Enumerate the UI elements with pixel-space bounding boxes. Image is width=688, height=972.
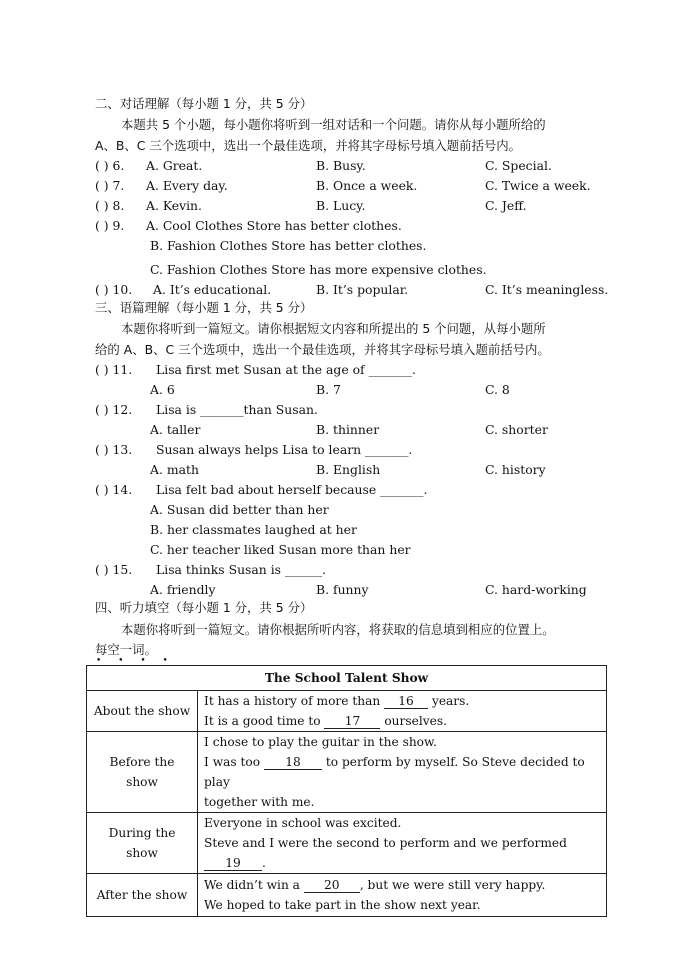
answer-bracket[interactable]: ( ) 7. [95,178,125,193]
text: It is a good time to [204,714,321,728]
blank-16[interactable]: 16 [384,695,428,709]
row-content [198,691,607,732]
option-c: C. history [485,462,546,477]
text: years. [431,694,470,708]
answer-bracket[interactable]: ( ) 15. [95,562,133,577]
emphasis-dots: • • • • [96,656,175,666]
question-stem: Lisa thinks Susan is ______. [156,562,327,577]
question-stem: Susan always helps Lisa to learn _______. [156,442,413,457]
table-row [87,874,607,917]
text: I chose to play the guitar in the show. [204,735,437,749]
option-a: A. Great. [146,158,203,173]
option-b: B. Lucy. [316,198,366,213]
text: It has a history of more than [204,694,381,708]
row-label: After the show [87,874,198,917]
option-c: C. Twice a week. [485,178,591,193]
text: We hoped to take part in the show next year. [204,898,481,912]
answer-bracket[interactable]: ( ) 6. [95,158,125,173]
text: . [262,856,266,870]
text: ourselves. [384,714,447,728]
option-b: B. her classmates laughed at her [150,522,357,537]
option-c: C. Special. [485,158,552,173]
option-b: B. It’s popular. [316,282,409,297]
option-c: C. shorter [485,422,548,437]
option-a: A. Every day. [146,178,228,193]
section3-instructions-line1: 本题你将听到一篇短文。请你根据短文内容和所提出的 5 个问题，从每小题所 [121,321,546,336]
table-row [87,813,607,874]
option-a: A. Susan did better than her [150,502,329,517]
option-a: A. math [150,462,199,477]
option-a: A. Kevin. [146,198,202,213]
blank-18[interactable]: 18 [264,756,322,770]
text: We didn’t win a [204,878,300,892]
option-b: B. funny [316,582,369,597]
option-a: A. 6 [150,382,175,397]
text: I was too [204,755,261,769]
blank-17[interactable]: 17 [324,715,380,729]
answer-bracket[interactable]: ( ) 10. [95,282,133,297]
section2-instructions-line1: 本题共 5 个小题，每小题你将听到一组对话和一个问题。请你从每小题所给的 [121,117,546,132]
section3-heading: 三、语篇理解（每小题 1 分，共 5 分） [95,300,313,315]
row-label: About the show [87,691,198,732]
answer-bracket[interactable]: ( ) 12. [95,402,133,417]
question-stem: Lisa first met Susan at the age of _______. [156,362,416,377]
question-stem: Lisa is _______than Susan. [156,402,318,417]
table-row [87,691,607,732]
option-a: A. taller [150,422,201,437]
blank-19[interactable]: 19 [204,857,262,871]
text: to perform by myself. So Steve decided to play [204,755,585,789]
text: , but we were still very happy. [359,878,546,892]
option-c: C. her teacher liked Susan more than her [150,542,411,557]
text: Steve and I were the second to perform and we performed [204,836,567,850]
table-row [87,732,607,813]
option-b: B. Once a week. [316,178,418,193]
text: Everyone in school was excited. [204,816,402,830]
option-c: C. 8 [485,382,510,397]
section2-instructions-line2: A、B、C 三个选项中，选出一个最佳选项，并将其字母标号填入题前括号内。 [95,138,522,153]
row-content [198,874,607,917]
row-label: During the show [87,813,198,874]
option-a: A. It’s educational. [153,282,272,297]
row-label: Before the show [87,732,198,813]
option-b: B. Busy. [316,158,366,173]
question-stem: Lisa felt bad about herself because _______. [156,482,428,497]
option-b: B. Fashion Clothes Store has better clothes. [150,238,427,253]
option-c: C. Jeff. [485,198,527,213]
option-b: B. 7 [316,382,341,397]
option-b: B. thinner [316,422,380,437]
blank-20[interactable]: 20 [304,879,360,893]
option-c: C. Fashion Clothes Store has more expensive clothes. [150,262,487,277]
option-b: B. English [316,462,381,477]
option-a: A. friendly [150,582,216,597]
section3-instructions-line2: 给的 A、B、C 三个选项中，选出一个最佳选项，并将其字母标号填入题前括号内。 [95,342,550,357]
option-c: C. hard-working [485,582,587,597]
row-content [198,732,607,813]
text: together with me. [204,795,315,809]
answer-bracket[interactable]: ( ) 13. [95,442,133,457]
option-a: A. Cool Clothes Store has better clothes. [146,218,402,233]
answer-bracket[interactable]: ( ) 9. [95,218,125,233]
section4-heading: 四、听力填空（每小题 1 分，共 5 分） [95,600,313,615]
section4-instructions-line2: 每空一词。 [95,642,157,657]
section4-instructions-line1: 本题你将听到一篇短文。请你根据所听内容，将获取的信息填到相应的位置上。 [121,622,555,637]
table-title: The School Talent Show [87,666,607,691]
talent-show-table [86,665,607,917]
row-content [198,813,607,874]
section2-heading: 二、对话理解（每小题 1 分，共 5 分） [95,96,313,111]
answer-bracket[interactable]: ( ) 8. [95,198,125,213]
answer-bracket[interactable]: ( ) 14. [95,482,133,497]
option-c: C. It’s meaningless. [485,282,609,297]
answer-bracket[interactable]: ( ) 11. [95,362,133,377]
